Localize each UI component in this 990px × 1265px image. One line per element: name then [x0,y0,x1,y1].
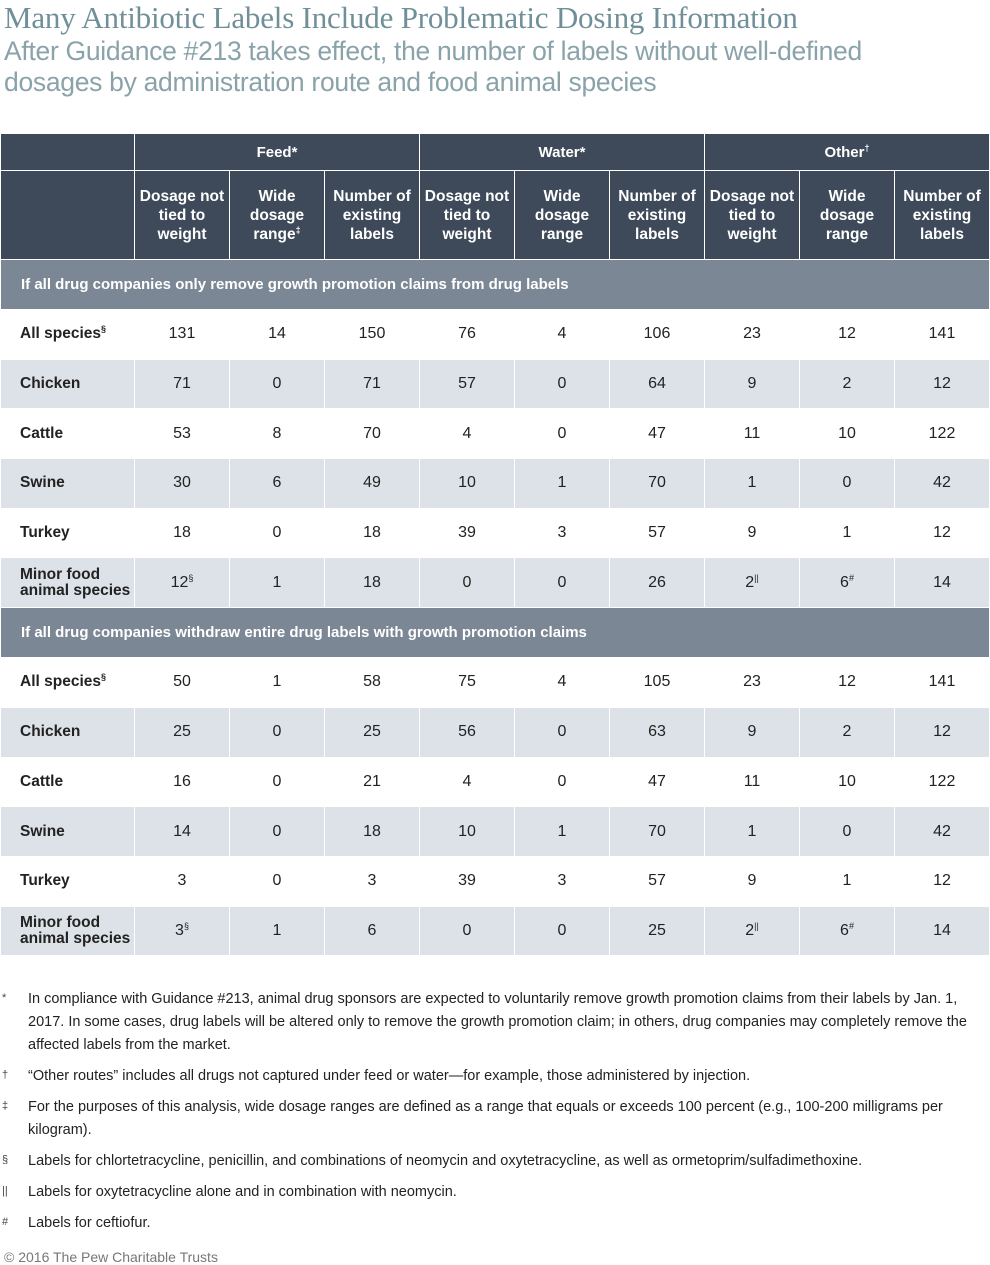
table-cell: 9 [705,508,800,558]
table-cell: 1 [230,906,325,956]
footnotes [0,988,990,1243]
footnote [0,1150,990,1173]
table-cell: 6 [325,906,420,956]
table-cell: 18 [325,558,420,608]
table-cell: 16 [135,757,230,807]
table-cell: 141 [895,310,990,360]
table-cell: 49 [325,459,420,509]
table-cell: 0 [230,757,325,807]
footnote-symbol: § [2,1154,9,1166]
table-cell: 11 [705,409,800,459]
page-title: Many Antibiotic Labels Include Problematic Dosing Information [4,0,798,35]
row-label: Turkey [1,508,135,558]
table-cell: 1 [705,807,800,857]
table-cell: 18 [325,508,420,558]
table-cell: 3§ [135,906,230,956]
table-cell: 106 [610,310,705,360]
table-cell: 3 [325,856,420,906]
row-label: Minor food animal species [1,558,135,608]
table-cell: 2 [800,707,895,757]
row-label: Minor food animal species [1,906,135,956]
table-cell: 3 [135,856,230,906]
section-title: If all drug companies withdraw entire drug labels with growth promotion claims [1,608,990,658]
table-cell: 3 [515,508,610,558]
column-header-water-wide-range: Wide dosage range [515,171,610,260]
footnote [0,1181,990,1204]
table-cell: 10 [800,409,895,459]
table-cell: 12§ [135,558,230,608]
table-cell: 12 [895,508,990,558]
table-cell: 1 [230,558,325,608]
footnote-text: For the purposes of this analysis, wide dosage ranges are defined as a range that equals or exceeds 100 percent (e.g., 100-200 milligrams per kilogram). [28,1099,943,1138]
table-cell: 70 [610,807,705,857]
table-cell: 0 [515,409,610,459]
table-cell: 30 [135,459,230,509]
table-cell: 47 [610,757,705,807]
table-cell: 70 [325,409,420,459]
table-cell: 11 [705,757,800,807]
table-cell: 57 [610,508,705,558]
row-label: All species§ [1,310,135,360]
table-row [1,459,990,509]
table-cell: 18 [135,508,230,558]
table-row [1,558,990,608]
table-cell: 4 [420,409,515,459]
footnote-symbol: † [2,1069,9,1081]
table-cell: 14 [895,558,990,608]
page-subtitle: After Guidance #213 takes effect, the number of labels without well-defined dosages by administration route and food animal species [4,36,862,97]
table-cell: 6# [800,558,895,608]
table-cell: 0 [230,359,325,409]
table-cell: 8 [230,409,325,459]
table-cell: 70 [610,459,705,509]
table-cell: 0 [515,757,610,807]
table-body [1,260,990,956]
corner-cell [1,134,135,171]
table-cell: 1 [515,807,610,857]
column-header-feed-existing-labels: Number of existing labels [325,171,420,260]
table-row [1,658,990,708]
table-cell: 131 [135,310,230,360]
table-cell: 12 [895,707,990,757]
table-cell: 9 [705,359,800,409]
group-header-row [1,134,990,171]
table-cell: 6 [230,459,325,509]
table-cell: 1 [800,508,895,558]
copyright-footer: © 2016 The Pew Charitable Trusts [4,1249,218,1265]
dosing-table [0,133,990,956]
table-cell: 25 [610,906,705,956]
table-row [1,359,990,409]
table-cell: 10 [420,807,515,857]
table-cell: 57 [420,359,515,409]
column-header-other-wide-range: Wide dosage range [800,171,895,260]
table-cell: 12 [895,359,990,409]
group-header-water: Water* [420,134,705,171]
footnote-text: Labels for ceftiofur. [28,1215,151,1231]
section-header-row [1,608,990,658]
table-cell: 12 [895,856,990,906]
table-cell: 10 [420,459,515,509]
table-cell: 1 [800,856,895,906]
footnote-text: “Other routes” includes all drugs not captured under feed or water—for example, those administered by injection. [28,1068,751,1084]
group-header-feed: Feed* [135,134,420,171]
row-label: Cattle [1,757,135,807]
table-cell: 64 [610,359,705,409]
table-cell: 6# [800,906,895,956]
table-cell: 25 [325,707,420,757]
table-row [1,757,990,807]
table-cell: 0 [420,558,515,608]
table-cell: 14 [230,310,325,360]
group-header-other: Other† [705,134,990,171]
footnote-symbol: * [2,992,7,1004]
column-header-water-existing-labels: Number of existing labels [610,171,705,260]
table-cell: 150 [325,310,420,360]
table-cell: 39 [420,856,515,906]
footnote [0,1065,990,1088]
table-header [1,134,990,260]
row-label: All species§ [1,658,135,708]
table-cell: 2 [800,359,895,409]
table-cell: 0 [515,707,610,757]
table-cell: 14 [895,906,990,956]
column-header-other-existing-labels: Number of existing labels [895,171,990,260]
table-cell: 39 [420,508,515,558]
table-cell: 47 [610,409,705,459]
table-cell: 9 [705,856,800,906]
table-cell: 63 [610,707,705,757]
table-row [1,409,990,459]
table-cell: 1 [705,459,800,509]
table-cell: 56 [420,707,515,757]
table-cell: 4 [420,757,515,807]
footnote [0,988,990,1057]
table-cell: 3 [515,856,610,906]
table-cell: 0 [515,359,610,409]
table-cell: 2|| [705,906,800,956]
section-header-row [1,260,990,310]
table-cell: 0 [230,707,325,757]
table-cell: 12 [800,658,895,708]
table-cell: 1 [230,658,325,708]
footnote [0,1212,990,1235]
table-row [1,807,990,857]
column-header-feed-dosage-not-tied: Dosage not tied to weight [135,171,230,260]
table-cell: 14 [135,807,230,857]
table-cell: 0 [800,459,895,509]
table-cell: 23 [705,658,800,708]
footnote-text: Labels for oxytetracycline alone and in combination with neomycin. [28,1184,457,1200]
table-cell: 58 [325,658,420,708]
row-label: Chicken [1,707,135,757]
row-label: Swine [1,807,135,857]
table-cell: 122 [895,409,990,459]
table-row [1,906,990,956]
row-label: Cattle [1,409,135,459]
table-cell: 42 [895,459,990,509]
table-cell: 76 [420,310,515,360]
table-cell: 9 [705,707,800,757]
table-cell: 2|| [705,558,800,608]
table-cell: 42 [895,807,990,857]
table-cell: 57 [610,856,705,906]
row-label: Chicken [1,359,135,409]
table-cell: 71 [135,359,230,409]
table-cell: 4 [515,658,610,708]
table-cell: 75 [420,658,515,708]
footnote-symbol: # [2,1216,9,1228]
table-cell: 0 [515,558,610,608]
column-header-water-dosage-not-tied: Dosage not tied to weight [420,171,515,260]
table-cell: 0 [230,807,325,857]
table-row [1,856,990,906]
column-header-feed-wide-range: Wide dosage range‡ [230,171,325,260]
table-cell: 0 [515,906,610,956]
footnote-text: Labels for chlortetracycline, penicillin, and combinations of neomycin and oxytetracycline, as well as ormetoprim/sulfadimethoxine. [28,1153,863,1169]
footnote-symbol: || [2,1185,8,1197]
table-cell: 21 [325,757,420,807]
table-cell: 71 [325,359,420,409]
table-row [1,310,990,360]
table-cell: 0 [800,807,895,857]
table-cell: 0 [420,906,515,956]
row-label: Swine [1,459,135,509]
table-cell: 141 [895,658,990,708]
table-cell: 50 [135,658,230,708]
table-cell: 23 [705,310,800,360]
table-cell: 4 [515,310,610,360]
table-cell: 105 [610,658,705,708]
footnote-symbol: ‡ [2,1100,9,1112]
table-cell: 25 [135,707,230,757]
table-row [1,707,990,757]
footnote-text: In compliance with Guidance #213, animal drug sponsors are expected to voluntarily remove growth promotion claims from their labels by Jan. 1, 2017. In some cases, drug labels will be altered only to remove the growth promotion claim; in others, drug companies may completely remove the affected labels from the market. [28,991,967,1053]
table-cell: 0 [230,508,325,558]
table-row [1,508,990,558]
table-cell: 0 [230,856,325,906]
table-cell: 1 [515,459,610,509]
table-cell: 53 [135,409,230,459]
section-title: If all drug companies only remove growth promotion claims from drug labels [1,260,990,310]
column-header-row [1,171,990,260]
column-header-other-dosage-not-tied: Dosage not tied to weight [705,171,800,260]
row-label: Turkey [1,856,135,906]
table-cell: 18 [325,807,420,857]
table-cell: 26 [610,558,705,608]
footnote [0,1096,990,1142]
table-cell: 12 [800,310,895,360]
table-cell: 122 [895,757,990,807]
table-cell: 10 [800,757,895,807]
corner-cell [1,171,135,260]
